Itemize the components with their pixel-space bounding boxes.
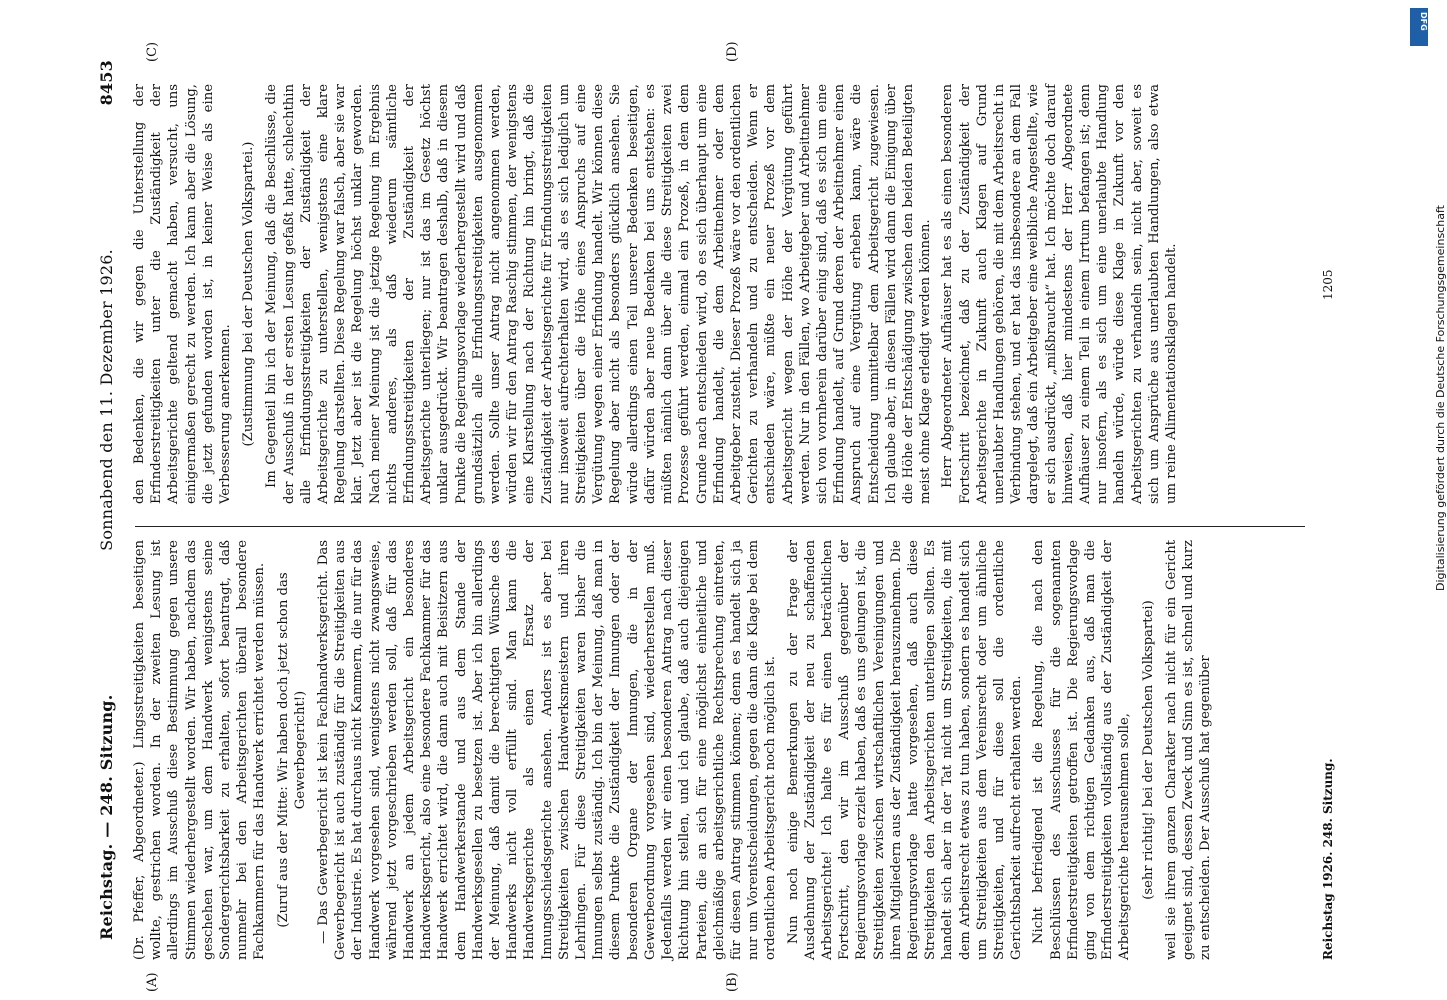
paragraph: (Dr. Pfeffer, Abgeordneter.) Lingsstreitigkeiten beseitigen wollte, gestrichen worden. In der zweiten Lesung ist allerdings im Ausschuß diese Bestimmung gegen unsere Stimmen wiederhergestellt worden. Wir haben, nachdem das geschehen war, um dem Handwerk wenigstens seine Sondergerichtsbarkeit zu erhalten, sofort beantragt, daß nunmehr bei den Arbeitsgerichten überall besondere Fachkammern für das Handwerk errichtet werden müssen. bbox=[132, 540, 268, 960]
footer-page-number: 1205 bbox=[1321, 269, 1335, 300]
interjection: (Zuruf aus der Mitte: Wir haben doch jetzt schon das Gewerbegericht!) bbox=[275, 572, 308, 928]
paragraph: — Das Gewerbegericht ist kein Fachhandwerksgericht. Das Gewerbegericht ist auch zuständig für die Streitigkeiten aus der Industrie. Es hat durchaus nicht Kammern, die nur für das Handwerk vorgesehen sind, wenigstens nicht zwangsweise, während jetzt vorgeschrieben werden soll, daß für das Handwerk an jedem Arbeitsgericht ein besonderes Handwerksgericht, also eine besondere Fachkammer für das Handwerk errichtet wird, die dann auch mit Beisitzern aus dem Handwerkerstande und aus dem Stande der Handwerksgesellen zu besetzen ist. Aber ich bin allerdings der Meinung, daß damit die berechtigten Wünsche des Handwerks nicht voll erfüllt sind. Man kann die Handwerksgerichte als einen Ersatz der Innungsschiedsgerichte ansehen. Anders ist es aber bei Streitigkeiten zwischen Handwerksmeistern und ihren Lehrlingen. Für diese Streitigkeiten waren bisher die Innungen selbst zuständig. Ich bin der Meinung, daß man in diesem Punkte die Zuständigkeit der Innungen oder der besonderen Organe der Innungen, die in der Gewerbeordnung vorgesehen sind, wiederherstellen muß. Jedenfalls werden wir einen besonderen Antrag nach dieser Richtung hin stellen, und ich glaube, daß auch diejenigen Parteien, die an sich für eine möglichst einheitliche und gleichmäßige arbeitsgerichtliche Rechtsprechung eintreten, für diesen Antrag stimmen können; denn es handelt sich ja nur um Vorentscheidungen, gegen die dann die Klage bei dem ordentlichen Arbeitsgericht noch möglich ist. bbox=[316, 540, 779, 960]
margin-marker-c: (C) bbox=[145, 41, 160, 62]
margin-marker-b: (B) bbox=[725, 972, 740, 992]
interjection: (sehr richtig! bei der Deutschen Volkspartei) bbox=[1140, 600, 1156, 900]
funding-sidebar bbox=[1404, 6, 1447, 996]
running-head bbox=[97, 60, 121, 940]
right-column bbox=[131, 84, 1321, 504]
paragraph: Herr Abgeordneter Aufhäuser hat es als einen besonderen Fortschritt bezeichnet, daß zu der Zuständigkeit der Arbeitsgerichte in Zukunft auch Klagen auf Grund unerlaubter Handlungen gehören, die mit dem Arbeitsrecht in Verbindung stehen, und er hat das insbesondere an dem Fall dargelegt, daß ein Arbeitgeber eine weibliche Angestellte, wie er sich ausdrückt, „mißbraucht“ hat. Ich möchte doch darauf hinweisen, daß hier mindestens der Herr Abgeordnete Aufhäuser zu einem Teil in einem Irrtum befangen ist; denn nur insofern, als es sich um eine unerlaubte Handlung handeln würde, würde diese Klage in Zukunft vor den Arbeitsgerichten zu verhandeln sein, nicht aber, soweit es sich um Ansprüche aus unerlaubten Handlungen, also etwa um reine Alimentationsklagen handelt. bbox=[940, 84, 1179, 504]
paragraph: den Bedenken, die wir gegen die Unterstellung der Erfinderstreitigkeiten unter die Zuständigkeit der Arbeitsgerichte geltend gemacht haben, versucht, uns einigermaßen gerecht zu werden. Ich kann aber die Lösung, die jetzt gefunden worden ist, in keiner Weise als eine Verbesserung anerkennen. bbox=[132, 84, 234, 504]
dfg-logo-icon: DFG bbox=[1410, 8, 1428, 46]
interjection: (Zustimmung bei der Deutschen Volkspartei.) bbox=[241, 141, 257, 447]
funding-notice: Digitalisierung gefördert durch die Deutsche Forschungsgemeinschaft bbox=[1434, 205, 1447, 591]
paragraph: Nun noch einige Bemerkungen zu der Frage der Ausdehnung der Zuständigkeit der neu zu schaffenden Arbeitsgerichte! Ich halte es für einen beträchtlichen Fortschritt, den wir im Ausschuß gegenüber der Regierungsvorlage erzielt haben, daß es uns gelungen ist, die Streitigkeiten zwischen wirtschaftlichen Vereinigungen und ihren Mitgliedern aus der Zuständigkeit herauszunehmen. Die Regierungsvorlage hatte vorgesehen, daß auch diese Streitigkeiten den Arbeitsgerichten unterliegen sollten. Es handelt sich aber in der Tat nicht um Streitigkeiten, die mit dem Arbeitsrecht etwas zu tun haben, sondern es handelt sich um Streitigkeiten aus dem Vereinsrecht oder um ähnliche Streitigkeiten, und für diese soll die ordentliche Gerichtsbarkeit aufrecht erhalten werden. bbox=[785, 540, 1025, 960]
running-head-date: Sonnabend den 11. Dezember 1926. bbox=[97, 249, 116, 551]
scanned-page-rotated bbox=[85, 0, 1345, 1000]
column-divider bbox=[135, 526, 1305, 527]
page-number: 8453 bbox=[97, 60, 116, 106]
margin-marker-d: (D) bbox=[725, 41, 740, 62]
footer-left: Reichstag 1926. 248. Sitzung. bbox=[1321, 758, 1335, 960]
paragraph: weil sie ihrem ganzen Charakter nach nicht für ein Gericht geeignet sind, dessen Zweck und Sinn es ist, schnell und kurz zu entscheiden. Der Ausschuß hat gegenüber bbox=[1163, 540, 1214, 960]
running-head-left: Reichstag. — 248. Sitzung. bbox=[97, 694, 116, 940]
paragraph: Im Gegenteil bin ich der Meinung, daß die Beschlüsse, die der Ausschuß in der ersten Lesung gefaßt hatte, schlechthin alle Erfindungsstreitigkeiten der Zuständigkeit der Arbeitsgerichte zu unterstellen, wenigstens eine klare Regelung darstellten. Diese Regelung war falsch, aber sie war klar. Jetzt aber ist die Regelung höchst unklar geworden. Nach meiner Meinung ist die jetzige Regelung im Ergebnis nichts anderes, als daß wiederum sämtliche Erfindungsstreitigkeiten der Zuständigkeit der Arbeitsgerichte unterliegen; nur ist das im Gesetz höchst unklar ausgedrückt. Wir beantragen deshalb, daß in diesem Punkte die Regierungsvorlage wiederhergestellt wird und daß grundsätzlich alle Erfindungsstreitigkeiten ausgenommen werden. Sollte unser Antrag nicht angenommen werden, würden wir für den Antrag Raschig stimmen, der wenigstens eine Klarstellung nach der Richtung hin bringt, daß die Zuständigkeit der Arbeitsgerichte für Erfindungsstreitigkeiten nur insoweit aufrechterhalten wird, als es sich lediglich um Streitigkeiten über die Höhe eines Anspruchs auf eine Vergütung wegen einer Erfindung handelt. Wir können diese Regelung aber nicht als besonders glücklich ansehen. Sie würde allerdings einen Teil unserer Bedenken beseitigen, dafür würden aber neue Bedenken bei uns entstehen: es müßten nämlich dann über alle diese Streitigkeiten zwei Prozesse geführt werden, einmal ein Prozeß, in dem dem Grunde nach entschieden wird, ob es sich überhaupt um eine Erfindung handelt, die dem Arbeitnehmer oder dem Arbeitgeber zusteht. Dieser Prozeß wäre vor den ordentlichen Gerichten zu verhandeln und zu entscheiden. Wenn er entschieden wäre, müßte ein neuer Prozeß vor dem Arbeitsgericht wegen der Höhe der Vergütung geführt werden. Nur in den Fällen, wo Arbeitgeber und Arbeitnehmer sich von vornherein darüber einig sind, daß es sich um eine Erfindung handelt, auf Grund deren der Arbeitnehmer einen Anspruch auf eine Vergütung erheben kann, wäre die Entscheidung unmittelbar dem Arbeitsgericht zugewiesen. Ich glaube aber, in diesen Fällen wird dann die Einigung über die Höhe der Entschädigung zwischen den beiden Beteiligten meist ohne Klage erledigt werden können. bbox=[264, 84, 934, 504]
paragraph: Nicht befriedigend ist die Regelung, die nach den Beschlüssen des Ausschusses für die sogenannten Erfinderstreitigkeiten getroffen ist. Die Regierungsvorlage ging von dem richtigen Gedanken aus, daß man die Erfinderstreitigkeiten vollständig aus der Zuständigkeit der Arbeitsgerichte herausnehmen solle, bbox=[1031, 540, 1133, 960]
left-column bbox=[131, 540, 1321, 960]
margin-marker-a: (A) bbox=[145, 972, 160, 992]
